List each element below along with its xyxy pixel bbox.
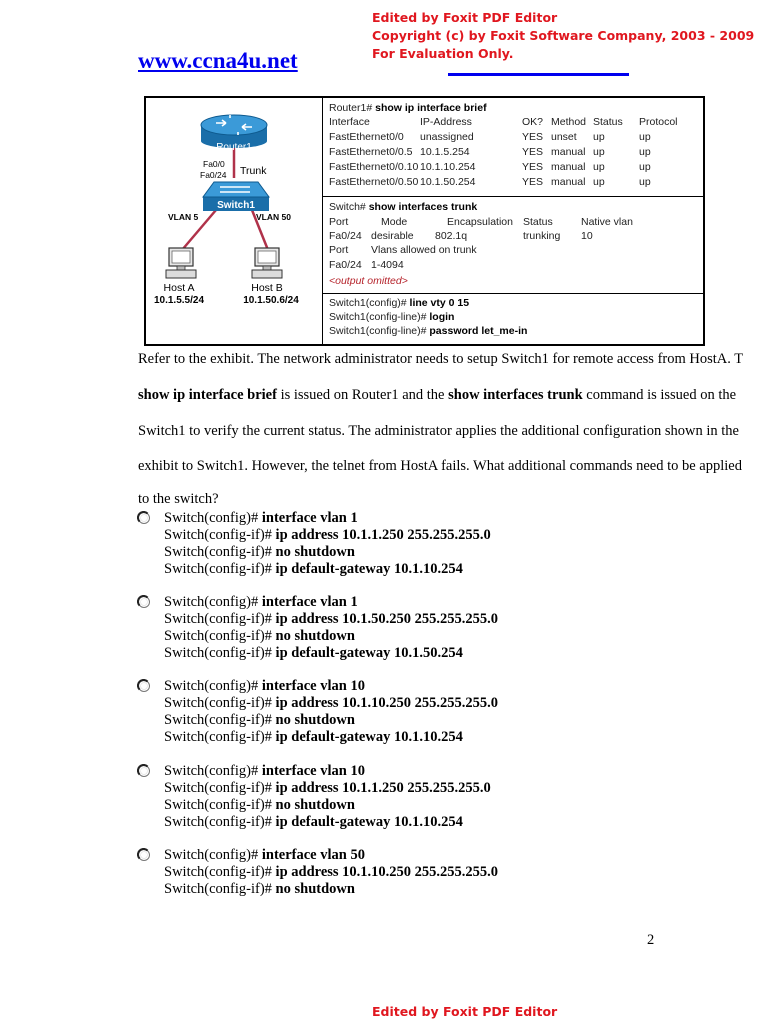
- trunk-output-box: [323, 196, 704, 294]
- interface-table-header: Status: [593, 116, 623, 128]
- network-diagram: [146, 98, 322, 344]
- watermark-line-1: Edited by Foxit PDF Editor: [372, 10, 558, 25]
- radio-button[interactable]: [137, 679, 151, 693]
- option-prompt: Switch(config-if)#: [164, 645, 272, 661]
- config-line-1: [329, 296, 469, 310]
- interface-table-cell: 10.1.10.254: [420, 161, 476, 173]
- option-line: [164, 694, 498, 712]
- option-prompt: Switch(config)#: [164, 510, 259, 526]
- host-a-computer-icon: [166, 248, 196, 278]
- trunk-table-cell: 10: [581, 230, 593, 242]
- option-prompt: Switch(config-if)#: [164, 527, 272, 543]
- question-text: is issued on Router1 and the: [276, 387, 449, 403]
- trunk-table-header: Port: [329, 216, 349, 228]
- option-command: ip address 10.1.50.250 255.255.255.0: [271, 611, 499, 627]
- option-prompt: Switch(config-if)#: [164, 561, 272, 577]
- option-prompt: Switch(config-if)#: [164, 864, 272, 880]
- interface-table-cell: manual: [551, 161, 586, 173]
- port-label-fa024: Fa0/24: [200, 170, 227, 180]
- interface-table-cell: 10.1.5.254: [420, 146, 470, 158]
- option-line: [164, 644, 463, 662]
- interface-table-cell: unassigned: [420, 131, 474, 143]
- option-prompt: Switch(config-if)#: [164, 814, 272, 830]
- option-command: ip address 10.1.1.250 255.255.255.0: [271, 527, 491, 543]
- interface-table-header: Protocol: [639, 116, 678, 128]
- interface-table-cell: up: [593, 146, 605, 158]
- config-prompt: Switch1(config-line)#: [329, 311, 427, 323]
- radio-button[interactable]: [137, 511, 151, 525]
- option-command: interface vlan 1: [258, 594, 358, 610]
- option-command: ip address 10.1.1.250 255.255.255.0: [271, 780, 491, 796]
- interface-table-cell: up: [593, 161, 605, 173]
- interface-table-cell: up: [639, 146, 651, 158]
- trunk-table-header: Native vlan: [581, 216, 633, 228]
- option-command: ip default-gateway 10.1.10.254: [271, 814, 463, 830]
- interface-table-cell: FastEthernet0/0.10: [329, 161, 419, 173]
- interface-table-cell: up: [593, 176, 605, 188]
- question-line-2: [138, 386, 736, 404]
- option-line: [164, 526, 491, 544]
- option-command: ip address 10.1.10.250 255.255.255.0: [271, 864, 499, 880]
- output-omitted: <output omitted>: [329, 275, 408, 287]
- option-line: [164, 711, 355, 729]
- option-command: interface vlan 10: [258, 678, 365, 694]
- interface-table-cell: unset: [551, 131, 577, 143]
- option-line: [164, 677, 365, 695]
- option-line: [164, 593, 358, 611]
- option-line: [164, 509, 358, 527]
- radio-button[interactable]: [137, 595, 151, 609]
- interface-table-cell: FastEthernet0/0.5: [329, 146, 413, 158]
- port-label-fa00: Fa0/0: [203, 159, 225, 169]
- option-prompt: Switch(config-if)#: [164, 712, 272, 728]
- option-command: no shutdown: [271, 881, 355, 897]
- option-prompt: Switch(config-if)#: [164, 695, 272, 711]
- option-prompt: Switch(config-if)#: [164, 780, 272, 796]
- config-prompt: Switch1(config)#: [329, 297, 407, 309]
- option-command: no shutdown: [271, 628, 355, 644]
- question-line-3: Switch1 to verify the current status. The administrator applies the additional configuration shown in the: [138, 423, 739, 439]
- option-command: no shutdown: [271, 712, 355, 728]
- host-b-name: Host B: [251, 282, 283, 294]
- host-b-ip: 10.1.50.6/24: [243, 295, 299, 306]
- trunk-table-header: Mode: [381, 216, 408, 228]
- interface-table-cell: up: [639, 131, 651, 143]
- router-label: Router1: [216, 142, 252, 153]
- interface-table-cell: YES: [522, 161, 544, 173]
- option-line: [164, 779, 491, 797]
- option-prompt: Switch(config-if)#: [164, 881, 272, 897]
- trunk-table-header: Status: [523, 216, 553, 228]
- interface-table-header: Interface: [329, 116, 370, 128]
- router-output-box: [323, 98, 704, 197]
- interface-table-cell: FastEthernet0/0: [329, 131, 404, 143]
- option-line: [164, 796, 355, 814]
- config-box: [323, 293, 704, 344]
- option-prompt: Switch(config)#: [164, 847, 259, 863]
- option-command: ip address 10.1.10.250 255.255.255.0: [271, 695, 499, 711]
- option-line: [164, 627, 355, 645]
- router-prompt: Router1#: [329, 102, 373, 114]
- option-prompt: Switch(config)#: [164, 763, 259, 779]
- option-line: [164, 880, 355, 898]
- watermark-line-2: Copyright (c) by Foxit Software Company, 2003 - 2009: [372, 28, 755, 43]
- option-command: interface vlan 10: [258, 763, 365, 779]
- config-command: password let_me-in: [429, 325, 528, 337]
- option-prompt: Switch(config-if)#: [164, 628, 272, 644]
- interface-table-cell: up: [593, 131, 605, 143]
- interface-table-header: Method: [551, 116, 587, 128]
- option-command: ip default-gateway 10.1.10.254: [271, 561, 463, 577]
- config-line-3: [329, 324, 527, 338]
- question-text: command is issued on the: [582, 387, 737, 403]
- trunk-table-cell: desirable: [371, 230, 414, 242]
- option-command: interface vlan 1: [258, 510, 358, 526]
- radio-button[interactable]: [137, 764, 151, 778]
- config-command: line vty 0 15: [409, 297, 470, 309]
- router-command-line: [329, 101, 487, 115]
- option-command: ip default-gateway 10.1.10.254: [271, 729, 463, 745]
- trunk-table-cell: trunking: [523, 230, 561, 242]
- option-prompt: Switch(config-if)#: [164, 797, 272, 813]
- option-line: [164, 846, 365, 864]
- option-prompt: Switch(config)#: [164, 678, 259, 694]
- trunk-allowed-cell: Fa0/24: [329, 259, 362, 271]
- watermark-line-3: For Evaluation Only.: [372, 46, 514, 61]
- host-a-ip: 10.1.5.5/24: [153, 295, 205, 306]
- cli-output-panel: [322, 98, 704, 344]
- config-command: login: [429, 311, 455, 323]
- trunk-command: show interfaces trunk: [368, 201, 478, 213]
- option-line: [164, 610, 498, 628]
- trunk-allowed-header: Vlans allowed on trunk: [371, 244, 477, 256]
- question-command-1: show ip interface brief: [138, 387, 277, 403]
- trunk-table-header: Encapsulation: [447, 216, 513, 228]
- site-link[interactable]: www.ccna4u.net: [138, 48, 298, 73]
- vlan-right-label: VLAN 50: [256, 212, 291, 222]
- option-line: [164, 728, 463, 746]
- interface-table-cell: manual: [551, 146, 586, 158]
- radio-button[interactable]: [137, 848, 151, 862]
- question-line-4: exhibit to Switch1. However, the telnet from HostA fails. What additional commands need to be applied: [138, 458, 742, 474]
- interface-table-cell: FastEthernet0/0.50: [329, 176, 419, 188]
- foxit-watermark-footer: Edited by Foxit PDF Editor: [372, 1004, 558, 1019]
- option-command: no shutdown: [271, 797, 355, 813]
- vlan-left-label: VLAN 5: [168, 212, 199, 222]
- option-command: interface vlan 50: [258, 847, 365, 863]
- config-line-2: [329, 310, 454, 324]
- interface-table-cell: up: [639, 161, 651, 173]
- option-line: [164, 762, 365, 780]
- trunk-table-cell: 802.1q: [435, 230, 468, 242]
- trunk-table-cell: Fa0/24: [329, 230, 362, 242]
- question-command-2: show interfaces trunk: [448, 387, 583, 403]
- question-line-5: to the switch?: [138, 491, 219, 507]
- underline-rule: [448, 73, 629, 76]
- interface-table-cell: YES: [522, 131, 544, 143]
- interface-table-cell: manual: [551, 176, 586, 188]
- interface-table-cell: up: [639, 176, 651, 188]
- question-line-1: Refer to the exhibit. The network administrator needs to setup Switch1 for remote access from HostA. T: [138, 351, 744, 367]
- interface-table-cell: 10.1.50.254: [420, 176, 476, 188]
- config-prompt: Switch1(config-line)#: [329, 325, 427, 337]
- foxit-watermark: [372, 9, 754, 63]
- option-prompt: Switch(config-if)#: [164, 544, 272, 560]
- trunk-allowed-cell: 1-4094: [371, 259, 404, 271]
- switch-label: Switch1: [217, 200, 255, 211]
- trunk-command-line: [329, 200, 477, 214]
- host-a-name: Host A: [163, 282, 195, 294]
- interface-table-header: OK?: [522, 116, 544, 128]
- router-command: show ip interface brief: [375, 102, 487, 114]
- trunk-label: Trunk: [240, 165, 267, 177]
- exhibit: [144, 96, 705, 346]
- host-b-computer-icon: [252, 248, 282, 278]
- option-line: [164, 543, 355, 561]
- interface-table-header: IP-Address: [420, 116, 472, 128]
- option-prompt: Switch(config)#: [164, 594, 259, 610]
- page-number: 2: [647, 932, 655, 948]
- option-command: ip default-gateway 10.1.50.254: [271, 645, 463, 661]
- interface-table-cell: YES: [522, 146, 544, 158]
- option-prompt: Switch(config-if)#: [164, 729, 272, 745]
- option-line: [164, 813, 463, 831]
- option-prompt: Switch(config-if)#: [164, 611, 272, 627]
- option-command: no shutdown: [271, 544, 355, 560]
- trunk-allowed-header: Port: [329, 244, 349, 256]
- interface-table-cell: YES: [522, 176, 544, 188]
- trunk-prompt: Switch#: [329, 201, 366, 213]
- option-line: [164, 560, 463, 578]
- option-line: [164, 863, 498, 881]
